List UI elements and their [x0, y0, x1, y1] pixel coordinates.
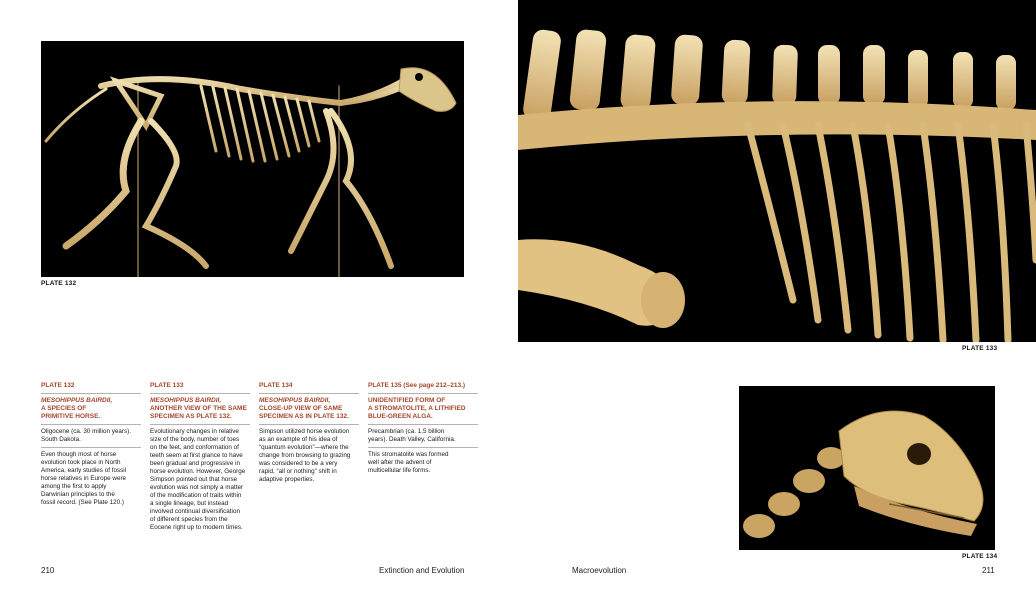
- caption-plate-number: PLATE 133: [150, 382, 250, 394]
- ribcage-closeup-image: [518, 0, 1036, 342]
- caption-body-text: Evolutionary changes in relative size of the body, number of toes on the feet, and conformation of teeth seem at first glance to have been gradual and progressive in horse evolution. However, George Simpson pointed out that horse evolution was not simply a matter of the modification of traits within a single lineage, but instead involved continual diversification of different species from the Eocene right up to modern times.: [150, 428, 246, 531]
- caption-plate-number: PLATE 134: [259, 382, 359, 394]
- caption-species-name: [259, 397, 359, 425]
- plate-132-label: PLATE 132: [41, 280, 77, 287]
- caption-species-italic: MESOHIPPUS BAIRDII,: [41, 397, 113, 404]
- plate-134-label: PLATE 134: [962, 553, 998, 560]
- caption-body-text: This stromatolite was formed well after the advent of multicellular life forms.: [368, 451, 449, 474]
- caption-species-desc: UNIDENTIFIED FORM OF A STROMATOLITE, A LITHIFIED BLUE-GREEN ALGA.: [368, 397, 466, 420]
- caption-plate-135: [368, 382, 478, 475]
- horse-skeleton-image: [41, 41, 464, 277]
- left-running-head: Extinction and Evolution: [379, 566, 465, 575]
- caption-species-desc: A SPECIES OF PRIMITIVE HORSE.: [41, 405, 101, 420]
- caption-plate-134: [259, 382, 359, 484]
- caption-species-name: [368, 397, 478, 425]
- right-page-number: 211: [982, 566, 995, 575]
- right-running-head: Macroevolution: [572, 566, 627, 575]
- plate-133-label: PLATE 133: [962, 345, 998, 352]
- caption-body-text: Simpson utilized horse evolution as an example of his idea of “quantum evolution”—where the change from browsing to grazing was considered to be a very rapid, “all or nothing” shift in adaptive properties.: [259, 428, 351, 483]
- plate-134-photo: [739, 386, 995, 550]
- caption-plate-number: PLATE 132: [41, 382, 141, 394]
- caption-species-desc: CLOSE-UP VIEW OF SAME SPECIMEN AS IN PLATE 132.: [259, 405, 349, 420]
- caption-species-name: [41, 397, 141, 425]
- caption-age-locality: Precambrian (ca. 1.5 billion years). Death Valley, California.: [368, 428, 478, 448]
- caption-body-text: Even though most of horse evolution took place in North America, early studies of fossil horse relatives in Europe were among the first to apply Darwinian principles to the fossil record. (See Plate 120.): [41, 451, 127, 506]
- caption-species-italic: MESOHIPPUS BAIRDII,: [150, 397, 222, 404]
- plate-132-photo: [41, 41, 464, 277]
- skull-closeup-image: [739, 386, 995, 550]
- caption-age-locality: Oligocene (ca. 30 million years). South Dakota.: [41, 428, 141, 448]
- left-page-number: 210: [41, 566, 55, 575]
- caption-species-italic: MESOHIPPUS BAIRDII,: [259, 397, 331, 404]
- caption-species-desc: ANOTHER VIEW OF THE SAME SPECIMEN AS PLATE 132.: [150, 405, 247, 420]
- caption-plate-132: [41, 382, 141, 507]
- caption-plate-number: PLATE 135 (See page 212–213.): [368, 382, 478, 394]
- plate-133-photo: [518, 0, 1036, 342]
- caption-species-name: [150, 397, 250, 425]
- caption-plate-133: [150, 382, 250, 532]
